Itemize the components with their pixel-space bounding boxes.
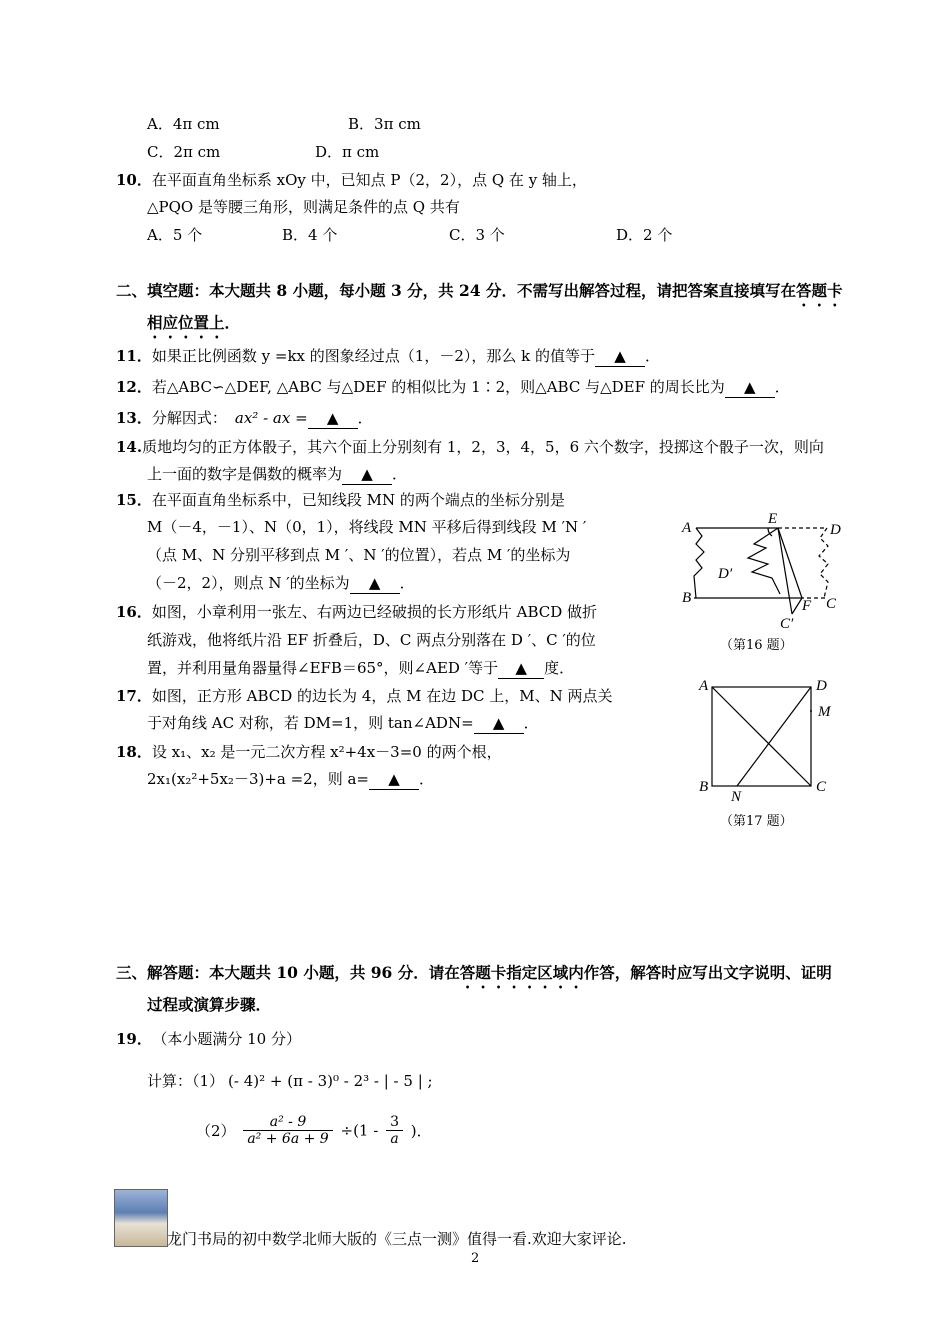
label-E: E [768, 511, 778, 527]
answer-blank: ▲ [308, 408, 358, 429]
label-C: C [816, 779, 827, 795]
question-number: 11． [116, 347, 152, 365]
answer-blank: ▲ [369, 769, 419, 790]
folded-torn-edge [748, 528, 780, 594]
section-2-heading [116, 278, 846, 342]
answer-blank: ▲ [474, 713, 524, 734]
fraction-2 [386, 1114, 403, 1147]
question-15 [116, 490, 565, 510]
part-label: 计算：（1） [147, 1072, 225, 1090]
section-3-dotted: 答题卡指定区域内 [459, 963, 584, 982]
question-number: 18． [116, 743, 152, 761]
question-text: 若△ABC∽△DEF, △ABC 与△DEF 的相似比为 1∶2，则△ABC 与△DEF 的周长比为 [151, 378, 725, 396]
fraction-1 [243, 1114, 332, 1147]
q15-line2: M（－4，－1）、N（0，1），将线段 MN 平移后得到线段 M ′N ′ [147, 518, 587, 536]
q19-part1 [147, 1071, 433, 1091]
question-number: 12． [116, 378, 152, 396]
question-score: （本小题满分 10 分） [159, 1030, 301, 1048]
part-label: （2） [196, 1122, 236, 1140]
figure-16 [672, 506, 852, 630]
label-D: D [830, 522, 841, 538]
edge-EC-prime [778, 528, 792, 614]
section-2-title: 二、填空题：本大题共 8 小题，每小题 3 分，共 24 分．不需写出解答过程，请把答案直接填写在 [116, 281, 797, 300]
edge-C-prime-F [792, 598, 802, 614]
question-number: 16． [116, 603, 152, 621]
question-text: 分解因式： [151, 409, 227, 427]
question-end: ． [419, 770, 435, 788]
figure-16-caption: （第16 题） [720, 638, 793, 653]
question-end: ． [774, 378, 790, 396]
question-end: ． [523, 714, 539, 732]
question-number: 17． [116, 687, 152, 705]
question-number: 13． [116, 409, 152, 427]
math-expression: ax² - ax = [234, 409, 308, 427]
q17-line2 [147, 713, 539, 734]
label-D: D [816, 678, 827, 694]
question-17 [116, 686, 613, 706]
q10-option-b: B．4 个 [282, 226, 338, 244]
question-text: 2x₁(x₂²+5x₂－3)+a =2，则 a= [147, 770, 370, 788]
section-3-title: 三、解答题：本大题共 10 小题，共 96 分．请在 [116, 963, 460, 982]
answer-blank: ▲ [595, 346, 645, 367]
section-2-end: ． [224, 313, 241, 332]
section-2-dotted-1: 答题卡 [796, 281, 843, 300]
label-N: N [731, 789, 742, 802]
answer-blank: ▲ [498, 658, 544, 679]
q10-option-a: A．5 个 [147, 226, 203, 244]
math-close: )． [410, 1122, 432, 1140]
label-C: C [826, 596, 837, 612]
question-16 [116, 602, 597, 622]
section-2-dotted-2: 相应位置上 [147, 313, 225, 332]
page-number: 2 [471, 1251, 480, 1266]
question-end: ． [645, 347, 661, 365]
question-text: 设 x₁、x₂ 是一元二次方程 x²+4x－3=0 的两个根， [151, 743, 502, 761]
math-operator: ÷(1 - [340, 1121, 379, 1140]
question-text: （－2，2），则点 N ′的坐标为 [147, 574, 350, 592]
section-3-line2: 过程或演算步骤． [147, 995, 272, 1014]
answer-blank: ▲ [350, 573, 400, 594]
question-10 [116, 170, 587, 190]
question-13 [116, 408, 373, 429]
question-19 [116, 1029, 301, 1049]
fraction-denominator: a [390, 1131, 399, 1147]
question-number: 10． [116, 171, 152, 189]
footer-ad: 龙门书局的初中数学北师大版的《三点一测》值得一看.欢迎大家评论. [167, 1230, 627, 1248]
answer-blank: ▲ [342, 464, 392, 485]
fraction-denominator: a² + 6a + 9 [247, 1131, 329, 1147]
q9-option-a: A．4π cm [147, 115, 220, 133]
question-text: 如图，正方形 ABCD 的边长为 4，点 M 在边 DC 上，M、N 两点关 [151, 687, 613, 705]
figure-17 [694, 672, 844, 802]
label-F: F [802, 598, 812, 614]
question-text: 在平面直角坐标系 xOy 中，已知点 P（2，2），点 Q 在 y 轴上， [151, 171, 587, 189]
question-18 [116, 742, 502, 762]
section-3-heading [116, 960, 846, 1018]
question-12 [116, 377, 790, 398]
question-14 [116, 437, 824, 457]
q10-option-c: C．3 个 [449, 226, 505, 244]
math-expression: (- 4)² + (π - 3)⁰ - 2³ - | - 5 | ; [228, 1072, 433, 1090]
q15-line4 [147, 573, 415, 594]
section-3-rest: 作答，解答时应写出文字说明、证明 [583, 963, 832, 982]
question-text: 于对角线 AC 对称，若 DM=1，则 tan∠ADN= [147, 714, 474, 732]
q16-line3 [147, 658, 574, 679]
figure-17-caption: （第17 题） [720, 814, 793, 829]
question-text: 如图，小章利用一张左、右两边已经破损的长方形纸片 ABCD 做折 [151, 603, 598, 621]
q16-line2: 纸游戏，他将纸片沿 EF 折叠后，D、C 两点分别落在 D ′、C ′的位 [147, 631, 596, 649]
question-number: 15． [116, 491, 152, 509]
torn-left-edge [694, 528, 704, 598]
label-B: B [699, 779, 709, 795]
question-text: 质地均匀的正方体骰子，其六个面上分别刻有 1，2，3，4，5，6 六个数字，投掷这个骰子一次，则向 [142, 438, 824, 456]
question-end: ． [357, 409, 373, 427]
diagonal-AC [712, 687, 811, 786]
fold-line-EF [778, 528, 802, 598]
question-end: 度． [544, 659, 575, 677]
question-text: 在平面直角坐标系中，已知线段 MN 的两个端点的坐标分别是 [151, 491, 565, 509]
q10-line2: △PQO 是等腰三角形，则满足条件的点 Q 共有 [147, 198, 460, 216]
q10-option-d: D．2 个 [616, 226, 673, 244]
segment-DN [737, 687, 811, 786]
book-cover-thumbnail [114, 1189, 168, 1247]
q9-option-d: D．π cm [315, 143, 380, 161]
q19-part2 [196, 1114, 432, 1147]
q9-option-c: C．2π cm [147, 143, 221, 161]
q9-option-b: B．3π cm [348, 115, 421, 133]
label-A: A [699, 678, 709, 694]
label-C-prime: C′ [780, 616, 794, 630]
fraction-numerator: 3 [386, 1114, 403, 1131]
q15-line3: （点 M、N 分别平移到点 M ′、N ′的位置），若点 M ′的坐标为 [147, 546, 571, 564]
question-text: 上一面的数字是偶数的概率为 [147, 465, 343, 483]
question-text: 置，并利用量角器量得∠EFB＝65°，则∠AED ′等于 [147, 659, 499, 677]
point-M [810, 710, 812, 712]
fraction-numerator: a² - 9 [243, 1114, 332, 1131]
label-M: M [818, 704, 831, 720]
question-end: ． [392, 465, 408, 483]
answer-blank: ▲ [725, 377, 775, 398]
question-end: ． [399, 574, 415, 592]
q18-line2 [147, 769, 434, 790]
question-text: 如果正比例函数 y =kx 的图象经过点（1，－2），那么 k 的值等于 [151, 347, 595, 365]
question-11 [116, 346, 660, 367]
label-A: A [682, 520, 692, 536]
question-number: 19． [116, 1030, 152, 1048]
label-D-prime: D′ [718, 566, 733, 582]
label-B: B [682, 590, 692, 606]
torn-right-edge-dashed [819, 528, 828, 598]
question-number: 14. [116, 438, 143, 456]
q14-line2 [147, 464, 407, 485]
